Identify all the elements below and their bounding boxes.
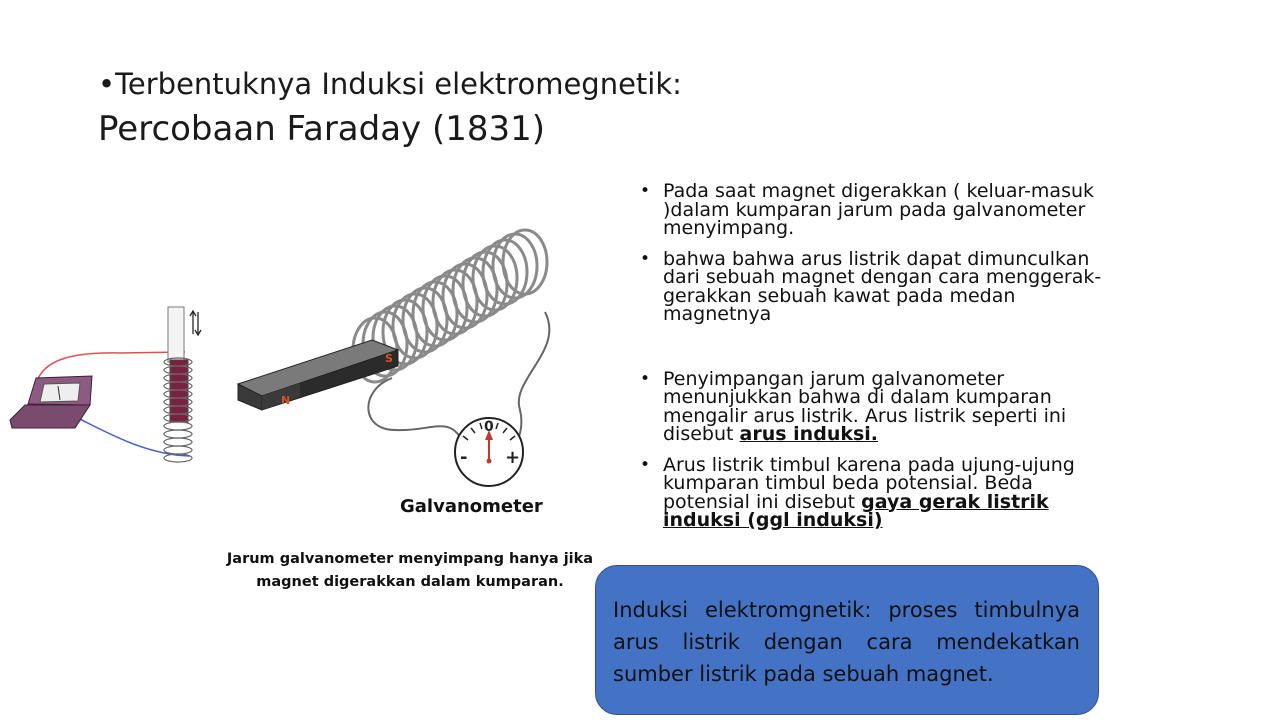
bar-magnet [238,340,398,410]
meter-zero-label: 0 [484,419,494,435]
bullet-item: • Arus listrik timbul karena pada ujung-ujung kumparan timbul beda potensial. Beda potensial ini disebut gaya gerak listrik induksi (ggl induksi) [640,456,1110,530]
galvanometer-label: Galvanometer [400,496,543,517]
term-arus-induksi: arus induksi. [739,423,879,445]
term-ggl-induksi: gaya gerak listrik induksi (ggl induksi) [663,490,1049,531]
wire-left [368,378,462,440]
bullet-item: • Penyimpangan jarum galvanometer menunjukkan bahwa di dalam kumparan mengalir arus listrik. Arus listrik seperti ini disebut arus induksi. [640,370,1110,444]
slide-title-line2: Percobaan Faraday (1831) [98,109,546,149]
magnet-south-label: S [385,352,393,365]
definition-box [595,565,1099,715]
definition-text: Induksi elektromgnetik: proses timbulnya arus listrik dengan cara mendekatkan sumber listrik pada sebuah magnet. [613,598,1080,686]
slide-title-line1: •Terbentuknya Induksi elektromegnetik: [98,67,682,101]
meter-plus-label: + [505,447,521,468]
bullet-item: • bahwa bahwa arus listrik dapat dimunculkan dari sebuah magnet dengan cara menggerak-gerakkan sebuah kawat pada medan magnetnya [640,250,1110,324]
bullet-item: • Pada saat magnet digerakkan ( keluar-masuk )dalam kumparan jarum pada galvanometer menyimpang. [640,182,1110,238]
bullet-list [640,182,1110,542]
figure-caption: Jarum galvanometer menyimpang hanya jika magnet digerakkan dalam kumparan. [226,551,594,590]
magnet-north-label: N [281,394,291,407]
galvanometer-dial [455,418,523,486]
meter-minus-label: - [460,447,468,468]
wire-right [515,312,549,450]
